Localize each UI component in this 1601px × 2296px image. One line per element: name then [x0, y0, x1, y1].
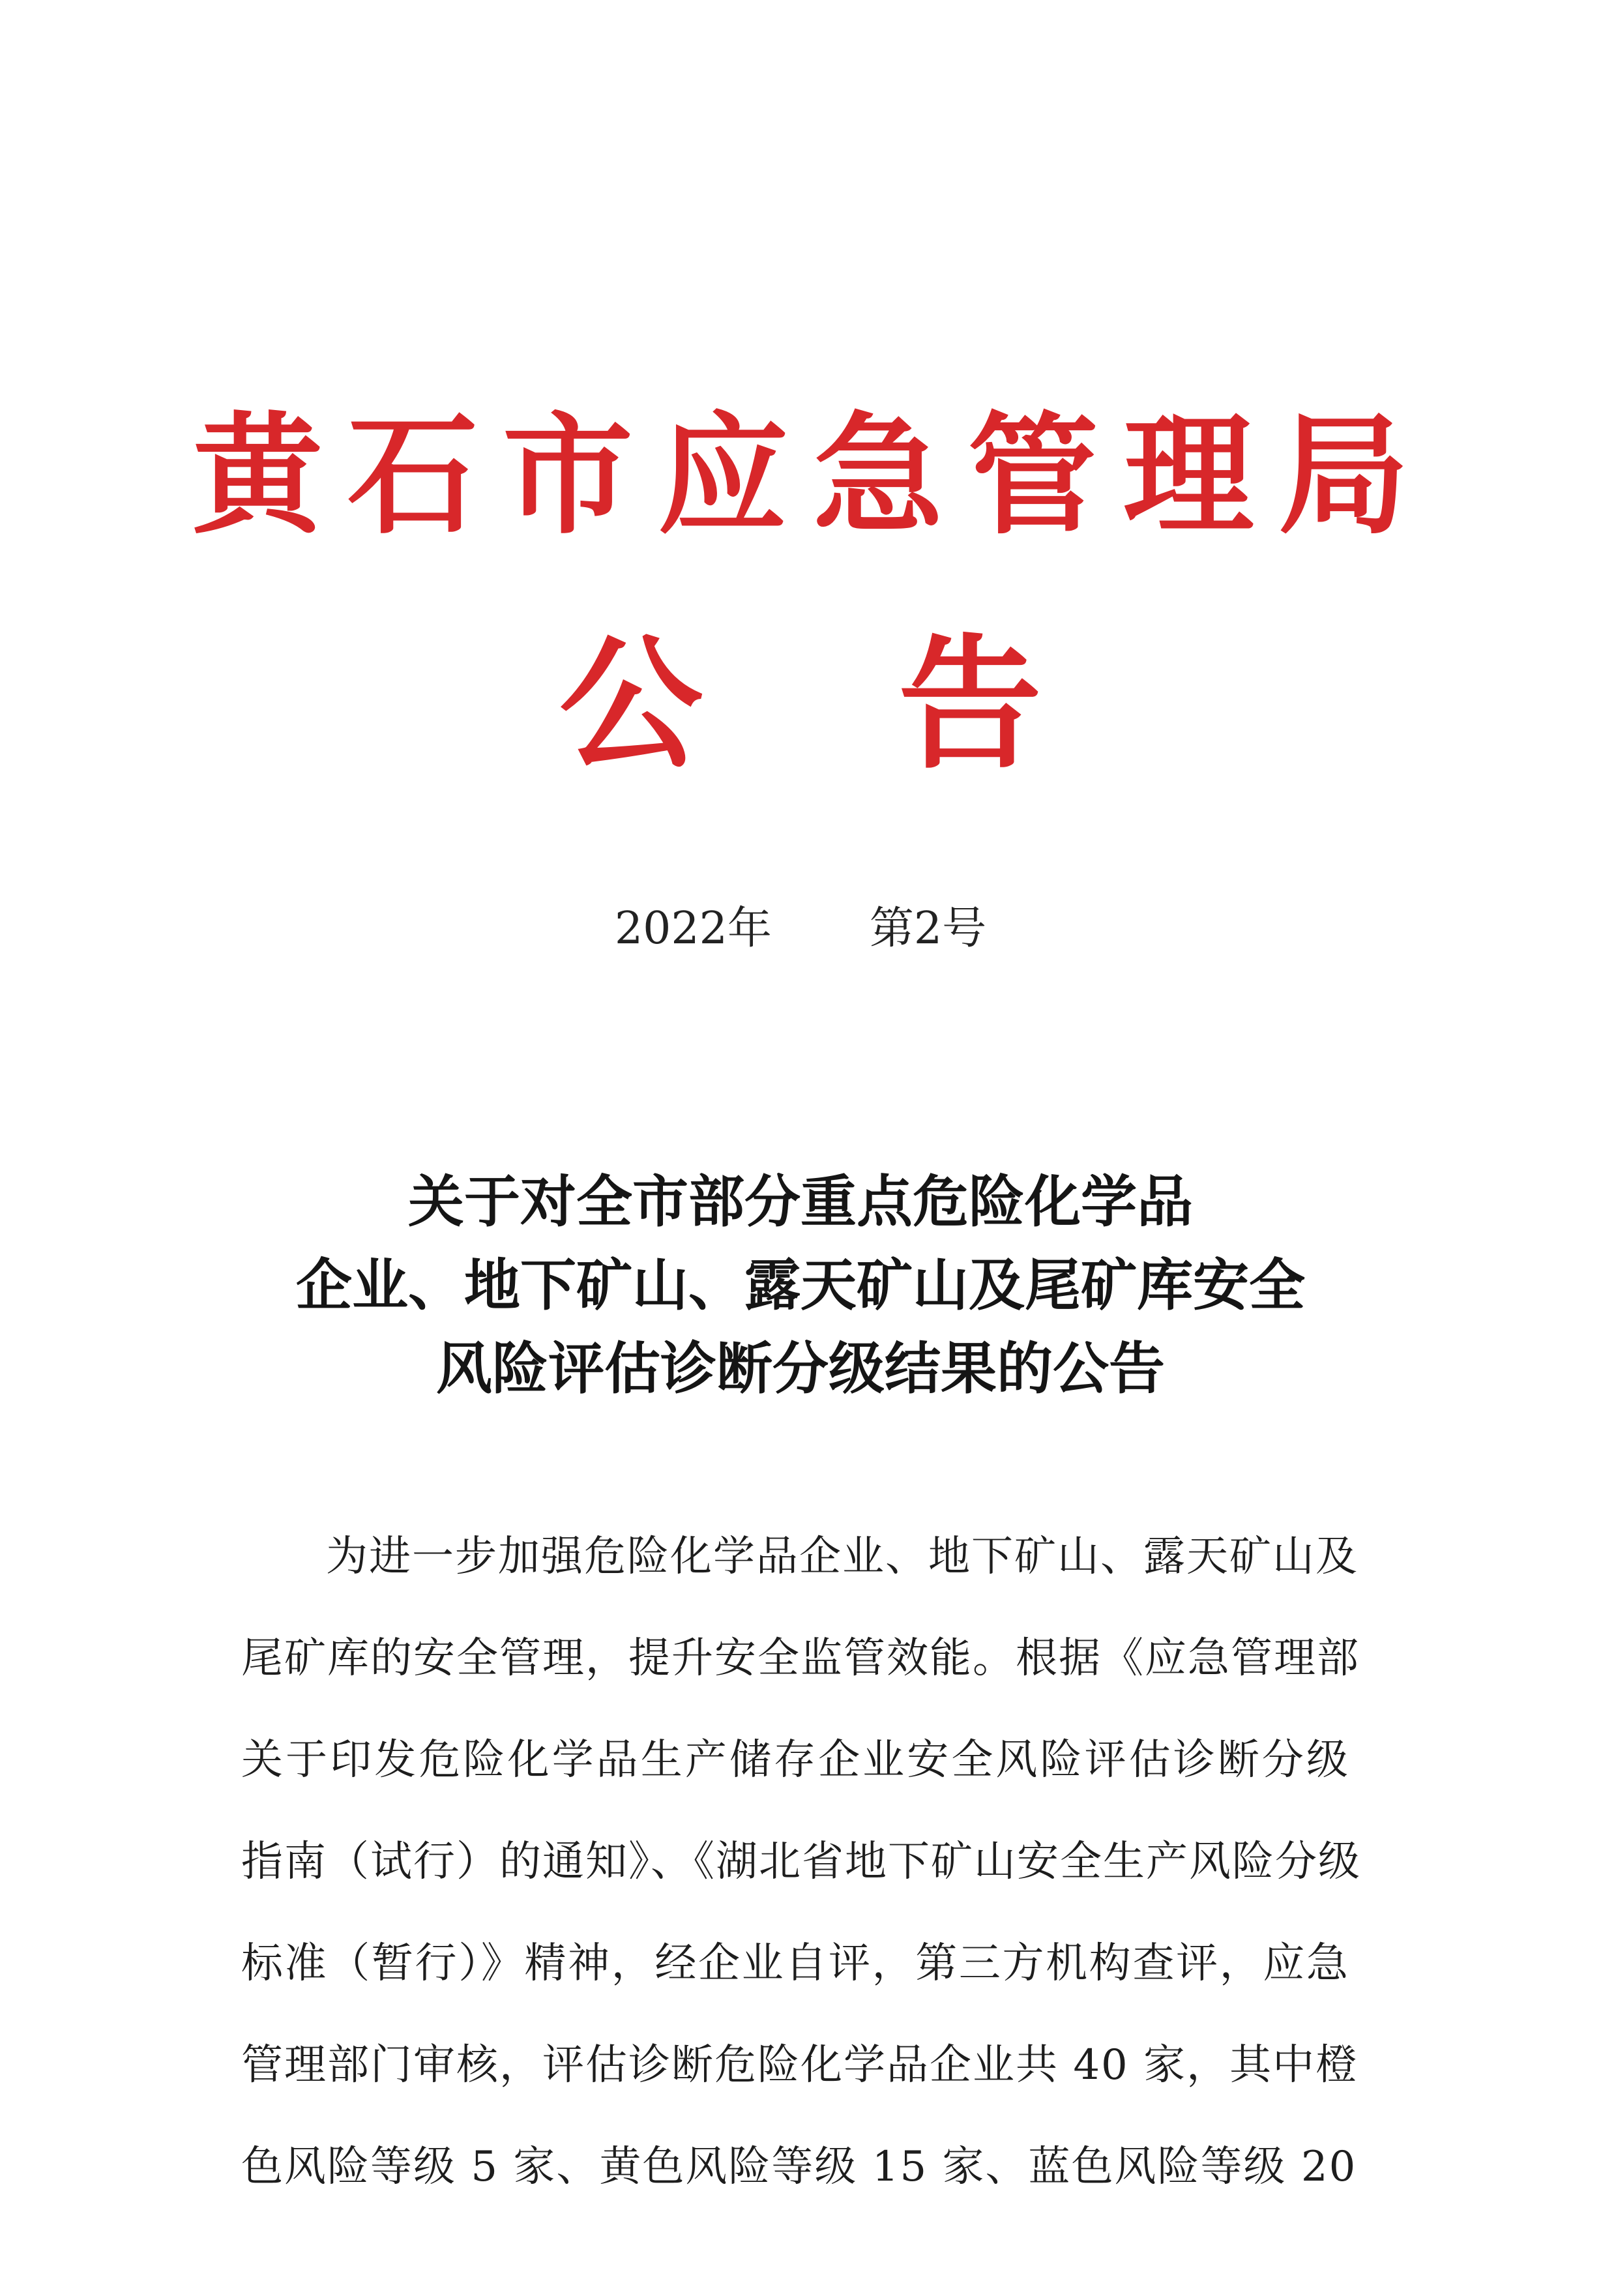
body-text [241, 1506, 1361, 2218]
body-line: 管理部门审核，评估诊断危险化学品企业共 40 家，其中橙 [241, 2041, 1359, 2089]
body-line: 关于印发危险化学品生产储存企业安全风险评估诊断分级 [241, 1736, 1349, 1784]
document-year: 2022年 [614, 903, 772, 954]
title-line: 风险评估诊断分级结果的公告 [436, 1336, 1165, 1402]
body-line: 尾矿库的安全管理，提升安全监管效能。根据《应急管理部 [241, 1634, 1360, 1683]
agency-name: 黄石市应急管理局 [192, 399, 1433, 552]
body-line: 指南（试行）的通知》、《湖北省地下矿山安全生产风险分级 [241, 1838, 1361, 1886]
document-serial: 第2号 [869, 903, 987, 954]
document-number [0, 900, 1601, 958]
title-line: 企业、地下矿山、露天矿山及尾矿库安全 [296, 1252, 1305, 1318]
body-line: 色风险等级 5 家、黄色风险等级 15 家、蓝色风险等级 20 [241, 2143, 1357, 2191]
title-line: 关于对全市部分重点危险化学品 [408, 1169, 1193, 1235]
document-type: 公告 [559, 619, 1237, 788]
body-line: 为进一步加强危险化学品企业、地下矿山、露天矿山及 [326, 1533, 1359, 1581]
document-title [0, 1160, 1601, 1411]
body-line: 标准（暂行）》精神，经企业自评，第三方机构查评，应急 [241, 1939, 1349, 1988]
